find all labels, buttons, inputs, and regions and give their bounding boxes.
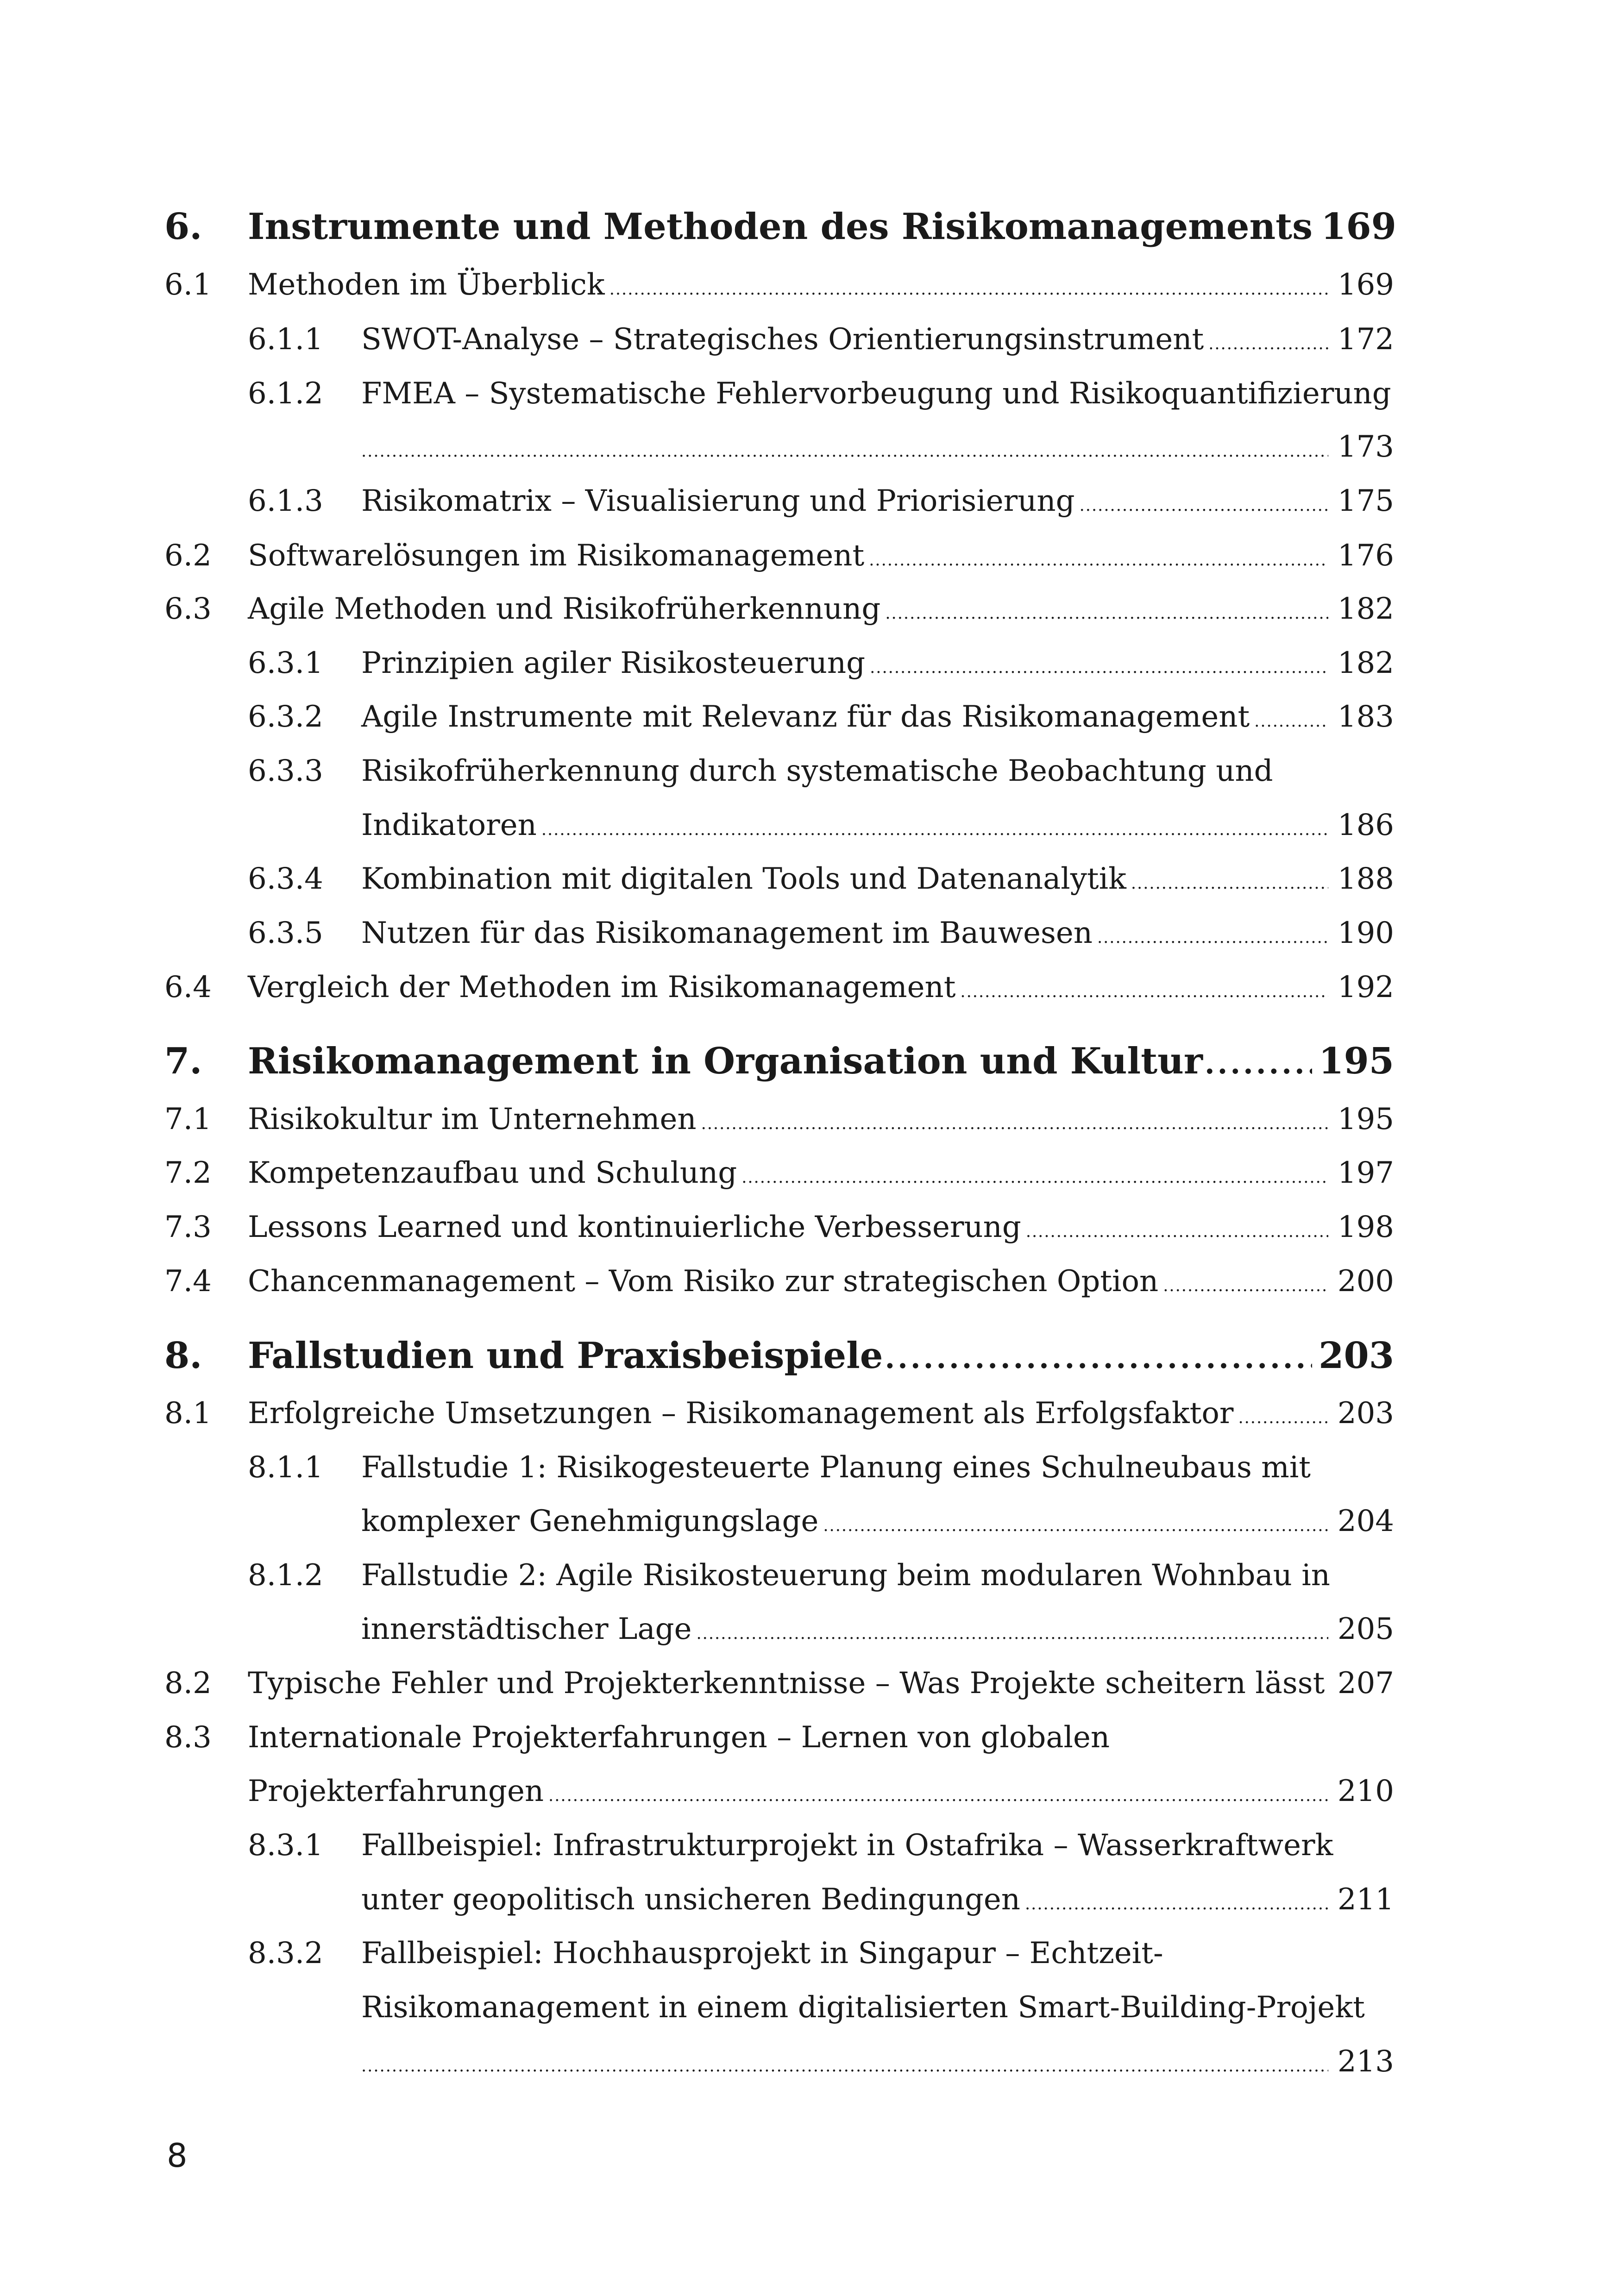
toc-leader-dots xyxy=(361,431,1328,472)
toc-leader-dots xyxy=(960,971,1328,1013)
toc-number: 7.3 xyxy=(164,1210,212,1244)
toc-number: 6.3.1 xyxy=(248,646,323,680)
toc-page: 198 xyxy=(1337,1210,1394,1244)
toc-page: 197 xyxy=(1337,1156,1394,1190)
toc-page: 200 xyxy=(1337,1264,1394,1299)
toc-page: 186 xyxy=(1337,808,1394,842)
toc-title: Fallbeispiel: Hochhausprojekt in Singapur – Echtzeit- xyxy=(361,1936,1163,1970)
toc-leader-dots xyxy=(609,269,1328,310)
toc-number: 8.3 xyxy=(164,1720,212,1755)
toc-number: 6.3.2 xyxy=(248,700,323,734)
toc-page: 203 xyxy=(1319,1335,1394,1377)
toc-title: Nutzen für das Risikomanagement im Bauwesen xyxy=(361,916,1093,950)
toc-title: Prinzipien agiler Risikosteuerung xyxy=(361,646,866,680)
toc-leader-dots xyxy=(741,1157,1328,1198)
toc-leader-dots xyxy=(1026,1211,1328,1253)
toc-title: Fallbeispiel: Infrastrukturprojekt in Ostafrika – Wasserkraftwerk xyxy=(361,1828,1333,1863)
toc-number: 6.3 xyxy=(164,592,212,626)
toc-page: 203 xyxy=(1337,1396,1394,1430)
toc-leader-dots xyxy=(548,1775,1328,1817)
toc-title: Kompetenzaufbau und Schulung xyxy=(248,1156,737,1190)
toc-number: 6.1.3 xyxy=(248,484,323,518)
toc-title: Softwarelösungen im Risikomanagement xyxy=(248,539,865,573)
toc-page: 190 xyxy=(1337,916,1394,950)
toc-leader-dots xyxy=(1025,1883,1328,1925)
toc-number: 8.1 xyxy=(164,1396,212,1430)
toc-title: FMEA – Systematische Fehlervorbeugung und Risikoquantifizierung xyxy=(361,376,1391,411)
toc-leader-dots xyxy=(823,1505,1328,1547)
toc-leader-dots xyxy=(1097,917,1328,959)
toc-leader-dots xyxy=(1238,1397,1328,1439)
toc-number: 8.2 xyxy=(164,1666,212,1700)
toc-leader-dots xyxy=(1205,1042,1312,1084)
toc-number: 8.1.2 xyxy=(248,1558,323,1593)
toc-page: 175 xyxy=(1337,484,1394,518)
toc-page: 182 xyxy=(1337,592,1394,626)
toc-number: 7.2 xyxy=(164,1156,212,1190)
toc-page: 207 xyxy=(1337,1666,1394,1700)
toc-leader-dots xyxy=(696,1613,1328,1655)
toc-number: 8. xyxy=(164,1335,202,1377)
toc-leader-dots xyxy=(701,1103,1328,1145)
toc-title: Typische Fehler und Projekterkenntnisse – Was Projekte scheitern lässt xyxy=(248,1666,1325,1700)
toc-leader-dots xyxy=(870,647,1328,689)
toc-number: 6.1 xyxy=(164,268,212,302)
toc-number: 6.3.4 xyxy=(248,862,323,896)
toc-page: 188 xyxy=(1337,862,1394,896)
toc-number: 6.2 xyxy=(164,539,212,573)
page-number: 8 xyxy=(167,2137,188,2175)
toc-title: Erfolgreiche Umsetzungen – Risikomanagement als Erfolgsfaktor xyxy=(248,1396,1234,1430)
toc-number: 8.3.1 xyxy=(248,1828,323,1863)
toc-title: Risikomatrix – Visualisierung und Priorisierung xyxy=(361,484,1075,518)
toc-number: 8.3.2 xyxy=(248,1936,323,1970)
toc-title: innerstädtischer Lage xyxy=(361,1612,692,1646)
toc-title: Risikomanagement in Organisation und Kultur xyxy=(248,1040,1203,1082)
toc-number: 6. xyxy=(164,206,202,248)
toc-leader-dots xyxy=(885,593,1328,634)
toc-page: 195 xyxy=(1319,1040,1394,1082)
toc-page: 211 xyxy=(1337,1882,1394,1917)
toc-title: Vergleich der Methoden im Risikomanagement xyxy=(248,970,956,1004)
toc-page: 176 xyxy=(1337,539,1394,573)
toc-page: 182 xyxy=(1337,646,1394,680)
toc-page: 172 xyxy=(1337,322,1394,357)
toc-leader-dots xyxy=(361,2045,1328,2087)
toc-leader-dots xyxy=(869,539,1328,581)
toc-leader-dots xyxy=(1254,701,1328,742)
toc-leader-dots xyxy=(541,809,1328,851)
toc-title: Instrumente und Methoden des Risikomanagements xyxy=(248,206,1313,248)
toc-title: unter geopolitisch unsicheren Bedingungen xyxy=(361,1882,1020,1917)
toc-title: Projekterfahrungen xyxy=(248,1774,544,1808)
toc-leader-dots xyxy=(1131,863,1328,904)
toc-title: komplexer Genehmigungslage xyxy=(361,1504,819,1538)
toc-title: Methoden im Überblick xyxy=(248,268,605,302)
toc-title: Internationale Projekterfahrungen – Lernen von globalen xyxy=(248,1720,1110,1755)
toc-title: Indikatoren xyxy=(361,808,537,842)
toc-page: 169 xyxy=(1337,268,1394,302)
toc-number: 7.4 xyxy=(164,1264,212,1299)
toc-number: 7.1 xyxy=(164,1102,212,1136)
toc-page: 210 xyxy=(1337,1774,1394,1808)
toc-number: 6.1.2 xyxy=(248,376,323,411)
toc-title: Risikofrüherkennung durch systematische Beobachtung und xyxy=(361,754,1273,788)
toc-page: 205 xyxy=(1337,1612,1394,1646)
toc-number: 6.4 xyxy=(164,970,212,1004)
toc-title: Lessons Learned und kontinuierliche Verbesserung xyxy=(248,1210,1021,1244)
toc-title: Fallstudie 1: Risikogesteuerte Planung eines Schulneubaus mit xyxy=(361,1450,1311,1485)
toc-number: 6.3.5 xyxy=(248,916,323,950)
toc-leader-dots xyxy=(1208,323,1328,365)
toc-page: 204 xyxy=(1337,1504,1394,1538)
toc-number: 7. xyxy=(164,1040,202,1082)
toc-page: 173 xyxy=(1337,430,1394,464)
toc-number: 6.3.3 xyxy=(248,754,323,788)
toc-title: Kombination mit digitalen Tools und Datenanalytik xyxy=(361,862,1126,896)
toc-page: 169 xyxy=(1321,206,1396,248)
toc-title: Risikomanagement in einem digitalisierten Smart-Building-Projekt xyxy=(361,1990,1365,2025)
toc-number: 6.1.1 xyxy=(248,322,323,357)
toc-title: Agile Instrumente mit Relevanz für das Risikomanagement xyxy=(361,700,1250,734)
toc-number: 8.1.1 xyxy=(248,1450,323,1485)
toc-title: Risikokultur im Unternehmen xyxy=(248,1102,697,1136)
toc-page: 192 xyxy=(1337,970,1394,1004)
toc-leader-dots xyxy=(1080,485,1328,527)
toc-title: Chancenmanagement – Vom Risiko zur strategischen Option xyxy=(248,1264,1159,1299)
toc-page: 213 xyxy=(1337,2045,1394,2079)
toc-leader-dots xyxy=(1163,1265,1328,1307)
toc-title: Fallstudien und Praxisbeispiele xyxy=(248,1335,883,1377)
toc-title: SWOT-Analyse – Strategisches Orientierungsinstrument xyxy=(361,322,1204,357)
toc-leader-dots xyxy=(885,1337,1312,1379)
toc-title: Fallstudie 2: Agile Risikosteuerung beim modularen Wohnbau in xyxy=(361,1558,1330,1593)
toc-title: Agile Methoden und Risikofrüherkennung xyxy=(248,592,881,626)
toc-page: 195 xyxy=(1337,1102,1394,1136)
toc-page: 183 xyxy=(1337,700,1394,734)
